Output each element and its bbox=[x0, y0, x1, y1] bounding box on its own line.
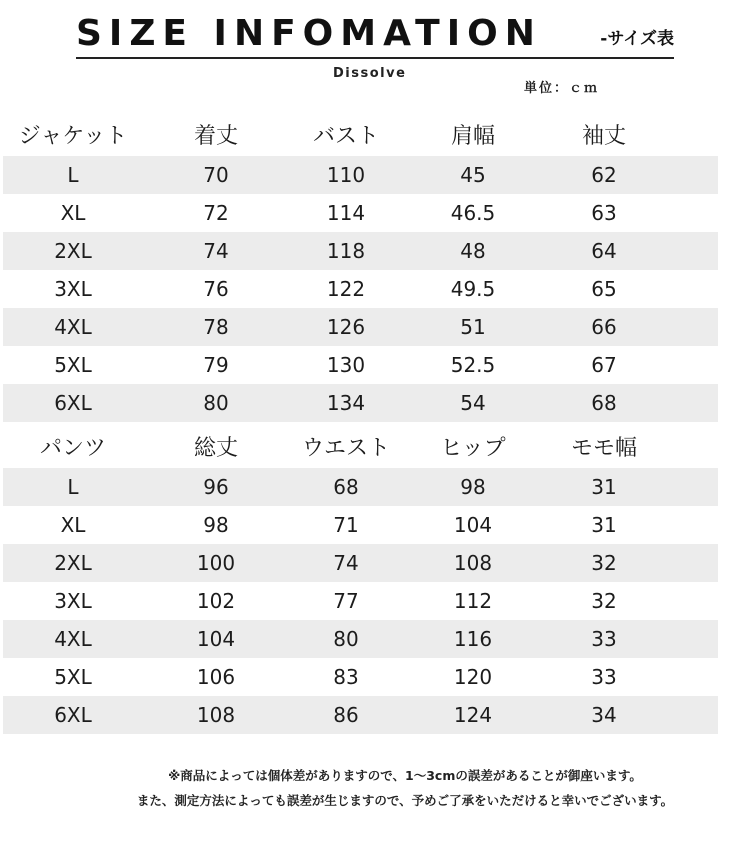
page-subtitle: -サイズ表 bbox=[600, 29, 674, 49]
jacket-header-row bbox=[3, 118, 718, 156]
size-cell: XL bbox=[60, 513, 86, 537]
table-row bbox=[3, 696, 718, 734]
page-title: SIZE INFOMATION bbox=[76, 13, 542, 54]
table-row bbox=[3, 194, 718, 232]
value-cell: 106 bbox=[196, 665, 236, 689]
value-cell: 74 bbox=[333, 551, 359, 575]
table-row bbox=[3, 582, 718, 620]
value-cell: 102 bbox=[196, 589, 236, 613]
value-cell: 96 bbox=[203, 475, 229, 499]
value-cell: 120 bbox=[453, 665, 493, 689]
size-cell: 2XL bbox=[54, 551, 92, 575]
header-cell: バスト bbox=[312, 124, 379, 149]
table-row bbox=[3, 658, 718, 696]
unit-label: 単位：ｃｍ bbox=[524, 81, 600, 96]
table-row bbox=[3, 346, 718, 384]
value-cell: 65 bbox=[591, 277, 617, 301]
value-cell: 67 bbox=[591, 353, 617, 377]
header-cell: 着丈 bbox=[193, 124, 238, 149]
size-cell: 3XL bbox=[54, 589, 92, 613]
table-row bbox=[3, 620, 718, 658]
value-cell: 33 bbox=[591, 665, 617, 689]
size-cell: L bbox=[67, 163, 79, 187]
value-cell: 71 bbox=[333, 513, 359, 537]
value-cell: 126 bbox=[326, 315, 366, 339]
value-cell: 33 bbox=[591, 627, 617, 651]
value-cell: 80 bbox=[203, 391, 229, 415]
header-cell: パンツ bbox=[39, 436, 106, 461]
value-cell: 98 bbox=[460, 475, 486, 499]
value-cell: 110 bbox=[326, 163, 366, 187]
table-row bbox=[3, 156, 718, 194]
value-cell: 54 bbox=[460, 391, 486, 415]
value-cell: 122 bbox=[326, 277, 366, 301]
header-cell: 袖丈 bbox=[581, 124, 626, 149]
pants-header-row bbox=[3, 430, 718, 468]
value-cell: 31 bbox=[591, 513, 617, 537]
value-cell: 62 bbox=[591, 163, 617, 187]
note-measurement-method: また、測定方法によっても誤差が生じますので、予めご了承をいただけると幸いでございます。 bbox=[136, 793, 674, 808]
value-cell: 86 bbox=[333, 703, 359, 727]
value-cell: 104 bbox=[196, 627, 236, 651]
size-cell: 4XL bbox=[54, 627, 92, 651]
value-cell: 72 bbox=[203, 201, 229, 225]
header-cell: 総丈 bbox=[193, 436, 238, 461]
table-row bbox=[3, 232, 718, 270]
value-cell: 49.5 bbox=[450, 277, 496, 301]
title-underline bbox=[76, 57, 674, 59]
size-cell: 5XL bbox=[54, 353, 92, 377]
value-cell: 77 bbox=[333, 589, 359, 613]
value-cell: 98 bbox=[203, 513, 229, 537]
value-cell: 118 bbox=[326, 239, 366, 263]
pants-size-table bbox=[3, 430, 718, 734]
header-cell: ヒップ bbox=[440, 436, 506, 461]
title-row bbox=[76, 14, 676, 60]
value-cell: 31 bbox=[591, 475, 617, 499]
value-cell: 79 bbox=[203, 353, 229, 377]
size-cell: 2XL bbox=[54, 239, 92, 263]
value-cell: 78 bbox=[203, 315, 229, 339]
header-cell: ウエスト bbox=[301, 436, 390, 461]
value-cell: 32 bbox=[591, 551, 617, 575]
size-cell: 4XL bbox=[54, 315, 92, 339]
value-cell: 76 bbox=[203, 277, 229, 301]
header-cell: 肩幅 bbox=[450, 124, 495, 149]
value-cell: 52.5 bbox=[450, 353, 496, 377]
table-row bbox=[3, 384, 718, 422]
brand-name: Dissolve bbox=[333, 66, 407, 81]
note-measurement-variance: ※商品によっては個体差がありますので、1～3cmの誤差があることが御座います。 bbox=[168, 768, 642, 783]
value-cell: 34 bbox=[591, 703, 617, 727]
table-row bbox=[3, 506, 718, 544]
header-cell: ジャケット bbox=[18, 124, 128, 149]
value-cell: 68 bbox=[333, 475, 359, 499]
jacket-size-table bbox=[3, 118, 718, 422]
value-cell: 51 bbox=[460, 315, 486, 339]
value-cell: 124 bbox=[453, 703, 493, 727]
size-cell: L bbox=[67, 475, 79, 499]
size-cell: 6XL bbox=[54, 703, 92, 727]
value-cell: 100 bbox=[196, 551, 236, 575]
value-cell: 104 bbox=[453, 513, 493, 537]
value-cell: 63 bbox=[591, 201, 617, 225]
value-cell: 64 bbox=[591, 239, 617, 263]
value-cell: 114 bbox=[326, 201, 366, 225]
value-cell: 46.5 bbox=[450, 201, 496, 225]
value-cell: 32 bbox=[591, 589, 617, 613]
size-cell: 6XL bbox=[54, 391, 92, 415]
table-row bbox=[3, 544, 718, 582]
size-cell: XL bbox=[60, 201, 86, 225]
value-cell: 108 bbox=[196, 703, 236, 727]
table-row bbox=[3, 308, 718, 346]
value-cell: 48 bbox=[460, 239, 486, 263]
size-cell: 5XL bbox=[54, 665, 92, 689]
value-cell: 116 bbox=[453, 627, 493, 651]
value-cell: 112 bbox=[453, 589, 493, 613]
table-row bbox=[3, 270, 718, 308]
value-cell: 80 bbox=[333, 627, 359, 651]
table-row bbox=[3, 468, 718, 506]
value-cell: 45 bbox=[460, 163, 486, 187]
value-cell: 108 bbox=[453, 551, 493, 575]
value-cell: 83 bbox=[333, 665, 359, 689]
value-cell: 74 bbox=[203, 239, 229, 263]
value-cell: 130 bbox=[326, 353, 366, 377]
value-cell: 66 bbox=[591, 315, 617, 339]
value-cell: 70 bbox=[203, 163, 229, 187]
value-cell: 68 bbox=[591, 391, 617, 415]
header-cell: モモ幅 bbox=[570, 436, 637, 461]
value-cell: 134 bbox=[326, 391, 366, 415]
size-cell: 3XL bbox=[54, 277, 92, 301]
